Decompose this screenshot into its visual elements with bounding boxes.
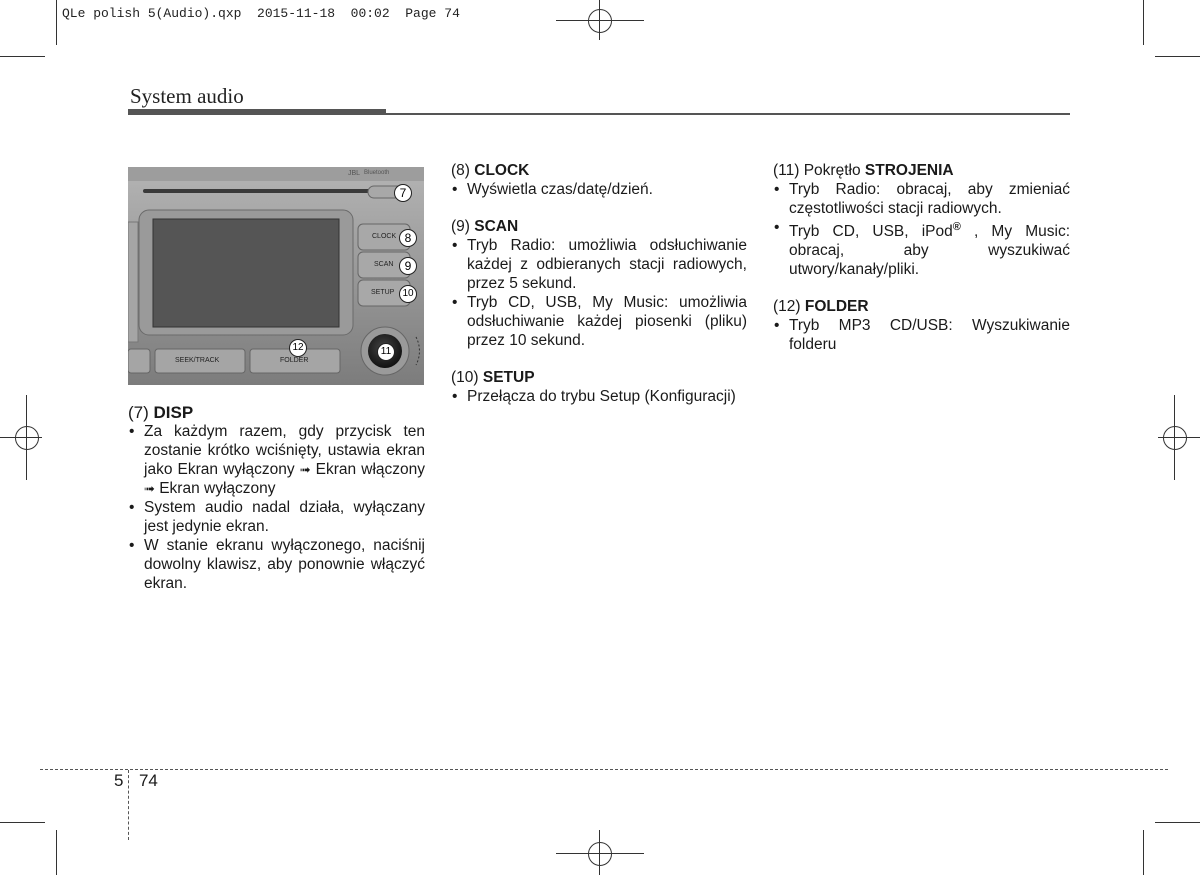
list-item: [128, 422, 425, 498]
scan-button-label: SCAN: [374, 261, 394, 268]
setup-list: [451, 387, 747, 406]
tune-heading-num: (11) Pokrętło: [773, 162, 865, 179]
callout-8: 8: [399, 229, 417, 247]
tune-bullet-2b: , My Music: obracaj, aby wyszukiwać utwory/kanały/pliki.: [789, 223, 1070, 279]
folder-heading-key: FOLDER: [804, 298, 869, 316]
list-item: • Przełącza do trybu Setup (Konfiguracji): [451, 387, 747, 406]
page-number-value: 74: [138, 771, 158, 790]
header-rule-thin: [386, 113, 1070, 115]
folder-list: [773, 316, 1070, 354]
page-number: [114, 771, 158, 791]
list-item: • Tryb CD, USB, My Music: umożliwia odsłuchiwanie każdej piosenki (pliku) przez 10 sekund.: [451, 293, 747, 350]
tune-list: [773, 180, 1070, 279]
disp-heading: [128, 403, 425, 422]
list-item: • Tryb MP3 CD/USB: Wyszukiwanie folderu: [773, 316, 1070, 354]
disp-bullet-1c: Ekran wyłączony: [154, 480, 276, 497]
tune-heading: [773, 161, 1070, 180]
column-1: [128, 403, 425, 611]
folder-heading-num: (12): [773, 298, 805, 316]
setup-button-label: SETUP: [371, 289, 395, 296]
clock-list: [451, 180, 747, 199]
scan-heading-key: SCAN: [474, 218, 519, 235]
scan-heading: [451, 217, 747, 236]
clock-heading: [451, 161, 747, 180]
tune-heading-key: STROJENIA: [864, 162, 954, 179]
setup-heading: [451, 368, 747, 387]
list-item: [773, 218, 1070, 279]
brand-label-jbl: JBL: [348, 170, 361, 177]
clock-heading-num: (8): [451, 162, 475, 179]
audio-unit-figure: [128, 167, 424, 385]
chapter-number: 5: [114, 771, 124, 790]
list-item: • Tryb Radio: obracaj, aby zmieniać częstotliwości stacji radiowych.: [773, 180, 1070, 218]
folder-heading: [773, 297, 1070, 316]
disp-bullet-1a: Za każdym razem, gdy przycisk ten zostanie krótko wciśnięty, ustawia ekran jako Ekran wyłączony: [144, 423, 425, 478]
callout-9: 9: [399, 257, 417, 275]
disp-heading-num: (7): [128, 403, 154, 422]
list-item: • Tryb Radio: umożliwia odsłuchiwanie każdej z odbieranych stacji radiowych, przez 5 sekund.: [451, 236, 747, 293]
scan-heading-num: (9): [451, 218, 475, 235]
disp-bullet-1b: Ekran włączony: [310, 461, 426, 478]
callout-10: 10: [399, 285, 417, 303]
clock-button-label: CLOCK: [372, 233, 397, 240]
list-item: • W stanie ekranu wyłączonego, naciśnij dowolny klawisz, aby ponownie włączyć ekran.: [128, 536, 425, 593]
tune-bullet-2a: Tryb CD, USB, iPod: [789, 223, 953, 241]
registered-icon: ®: [952, 221, 961, 233]
column-3: [773, 161, 1070, 372]
scan-list: [451, 236, 747, 350]
seek-track-button-label: SEEK/TRACK: [175, 357, 220, 364]
list-item: • Wyświetla czas/datę/dzień.: [451, 180, 747, 199]
callout-7: 7: [394, 184, 412, 202]
section-title: System audio: [130, 84, 244, 108]
disp-heading-key: DISP: [153, 403, 194, 422]
disp-list: [128, 422, 425, 593]
column-2: [451, 161, 747, 424]
header-rule-dark: [128, 109, 386, 115]
callout-12: 12: [289, 339, 307, 357]
folder-button-label: FOLDER: [280, 357, 309, 364]
setup-heading-num: (10): [451, 369, 483, 386]
arrow-icon: ➟: [299, 462, 311, 477]
callout-11: 11: [377, 343, 395, 361]
footer-dashed-rule: [40, 769, 1168, 770]
clock-heading-key: CLOCK: [474, 162, 530, 179]
arrow-icon: ➟: [144, 481, 155, 496]
brand-label-bluetooth: Bluetooth: [364, 170, 390, 176]
print-slug: QLe polish 5(Audio).qxp 2015-11-18 00:02 Page 74: [62, 6, 460, 21]
list-item: • System audio nadal działa, wyłączany jest jedynie ekran.: [128, 498, 425, 536]
setup-heading-key: SETUP: [482, 369, 535, 386]
